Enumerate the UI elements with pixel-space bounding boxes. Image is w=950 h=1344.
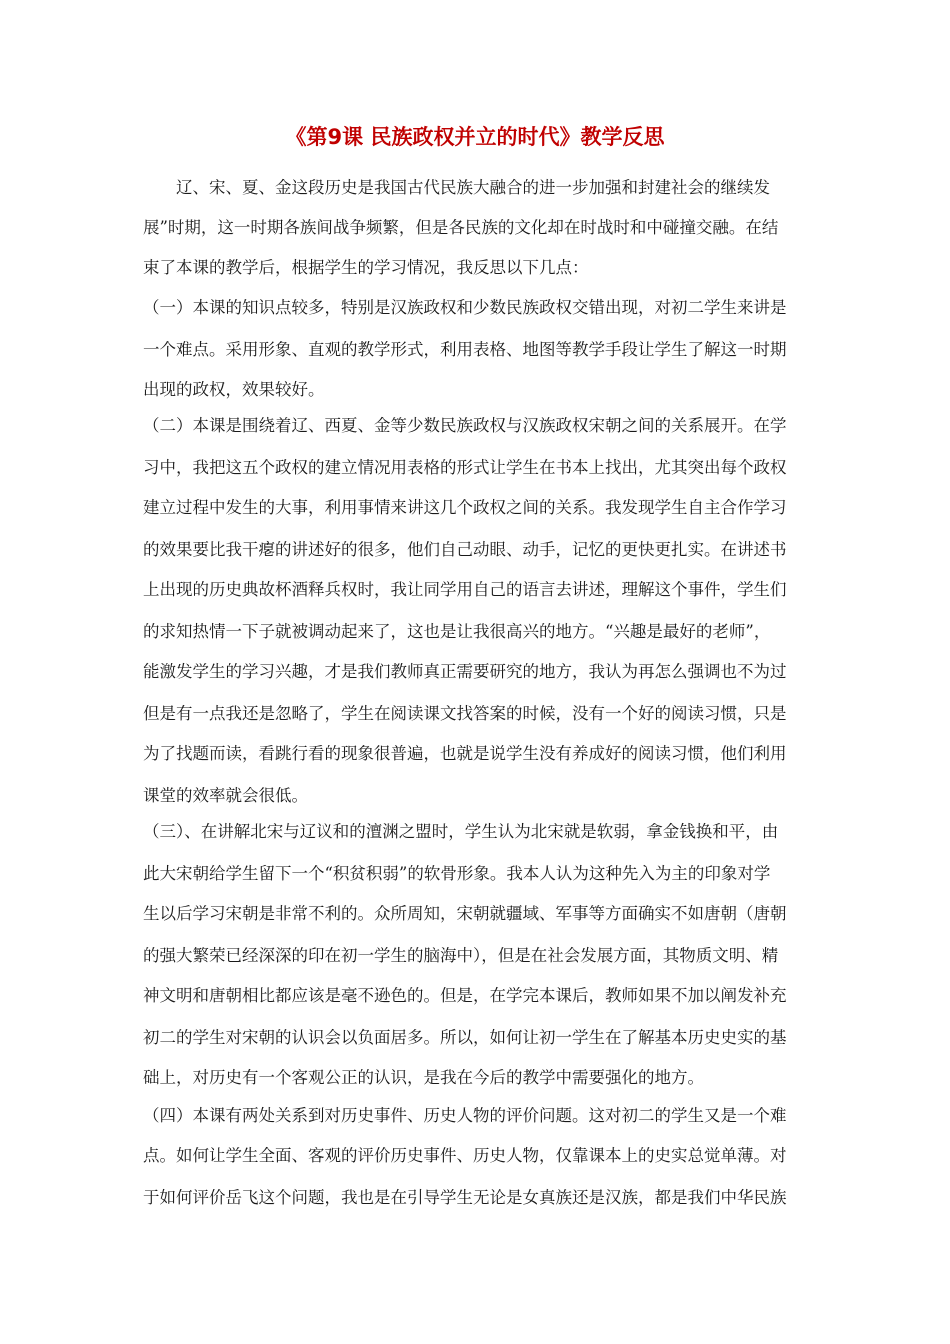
paragraph-line: （一）本课的知识点较多，特别是汉族政权和少数民族政权交错出现，对初二学生来讲是 xyxy=(143,298,787,317)
paragraph-line: 点。如何让学生全面、客观的评价历史事件、历史人物，仅靠课本上的史实总觉单薄。对 xyxy=(143,1146,787,1165)
paragraph-line: （二）本课是围绕着辽、西夏、金等少数民族政权与汉族政权宋朝之间的关系展开。在学 xyxy=(143,416,787,435)
paragraph-line: 的效果要比我干瘪的讲述好的很多，他们自己动眼、动手，记忆的更快更扎实。在讲述书 xyxy=(143,540,787,559)
paragraph-line: 辽、宋、夏、金这段历史是我国古代民族大融合的进一步加强和封建社会的继续发 xyxy=(176,178,770,197)
paragraph-line: （三）、在讲解北宋与辽议和的澶渊之盟时，学生认为北宋就是软弱，拿金钱换和平，由 xyxy=(143,822,779,841)
paragraph-line: 的强大繁荣已经深深的印在初一学生的脑海中），但是在社会发展方面，其物质文明、精 xyxy=(143,946,779,965)
paragraph-line: 但是有一点我还是忽略了，学生在阅读课文找答案的时候，没有一个好的阅读习惯，只是 xyxy=(143,704,787,723)
document-title: 《第9课 民族政权并立的时代》教学反思 xyxy=(285,125,665,149)
paragraph-line: 课堂的效率就会很低。 xyxy=(143,786,308,805)
paragraph-line: 神文明和唐朝相比都应该是毫不逊色的。但是，在学完本课后，教师如果不加以阐发补充 xyxy=(143,986,787,1005)
paragraph-line: 础上，对历史有一个客观公正的认识，是我在今后的教学中需要强化的地方。 xyxy=(143,1068,704,1087)
paragraph-line: 于如何评价岳飞这个问题，我也是在引导学生无论是女真族还是汉族，都是我们中华民族 xyxy=(143,1188,787,1207)
paragraph-line: 上出现的历史典故杯酒释兵权时，我让同学用自己的语言去讲述，理解这个事件，学生们 xyxy=(143,580,787,599)
paragraph-line: 一个难点。采用形象、直观的教学形式，利用表格、地图等教学手段让学生了解这一时期 xyxy=(143,340,787,359)
paragraph-line: 出现的政权，效果较好。 xyxy=(143,380,325,399)
paragraph-line: 束了本课的教学后，根据学生的学习情况，我反思以下几点： xyxy=(143,258,589,277)
paragraph-line: 此大宋朝给学生留下一个“积贫积弱”的软骨形象。我本人认为这种先入为主的印象对学 xyxy=(143,864,771,883)
paragraph-line: 能激发学生的学习兴趣，才是我们教师真正需要研究的地方，我认为再怎么强调也不为过 xyxy=(143,662,787,681)
paragraph-line: （四）本课有两处关系到对历史事件、历史人物的评价问题。这对初二的学生又是一个难 xyxy=(143,1106,787,1125)
paragraph-line: 习中，我把这五个政权的建立情况用表格的形式让学生在书本上找出，尤其突出每个政权 xyxy=(143,458,787,477)
paragraph-line: 建立过程中发生的大事，利用事情来讲这几个政权之间的关系。我发现学生自主合作学习 xyxy=(143,498,787,517)
paragraph-line: 生以后学习宋朝是非常不利的。众所周知，宋朝就疆域、军事等方面确实不如唐朝（唐朝 xyxy=(143,904,787,923)
paragraph-line: 初二的学生对宋朝的认识会以负面居多。所以，如何让初一学生在了解基本历史史实的基 xyxy=(143,1028,787,1047)
paragraph-line: 展”时期，这一时期各族间战争频繁，但是各民族的文化却在时战时和中碰撞交融。在结 xyxy=(143,218,779,237)
paragraph-line: 为了找题而读，看跳行看的现象很普遍，也就是说学生没有养成好的阅读习惯，他们利用 xyxy=(143,744,787,763)
paragraph-line: 的求知热情一下子就被调动起来了，这也是让我很高兴的地方。“兴趣是最好的老师”， xyxy=(143,622,771,641)
